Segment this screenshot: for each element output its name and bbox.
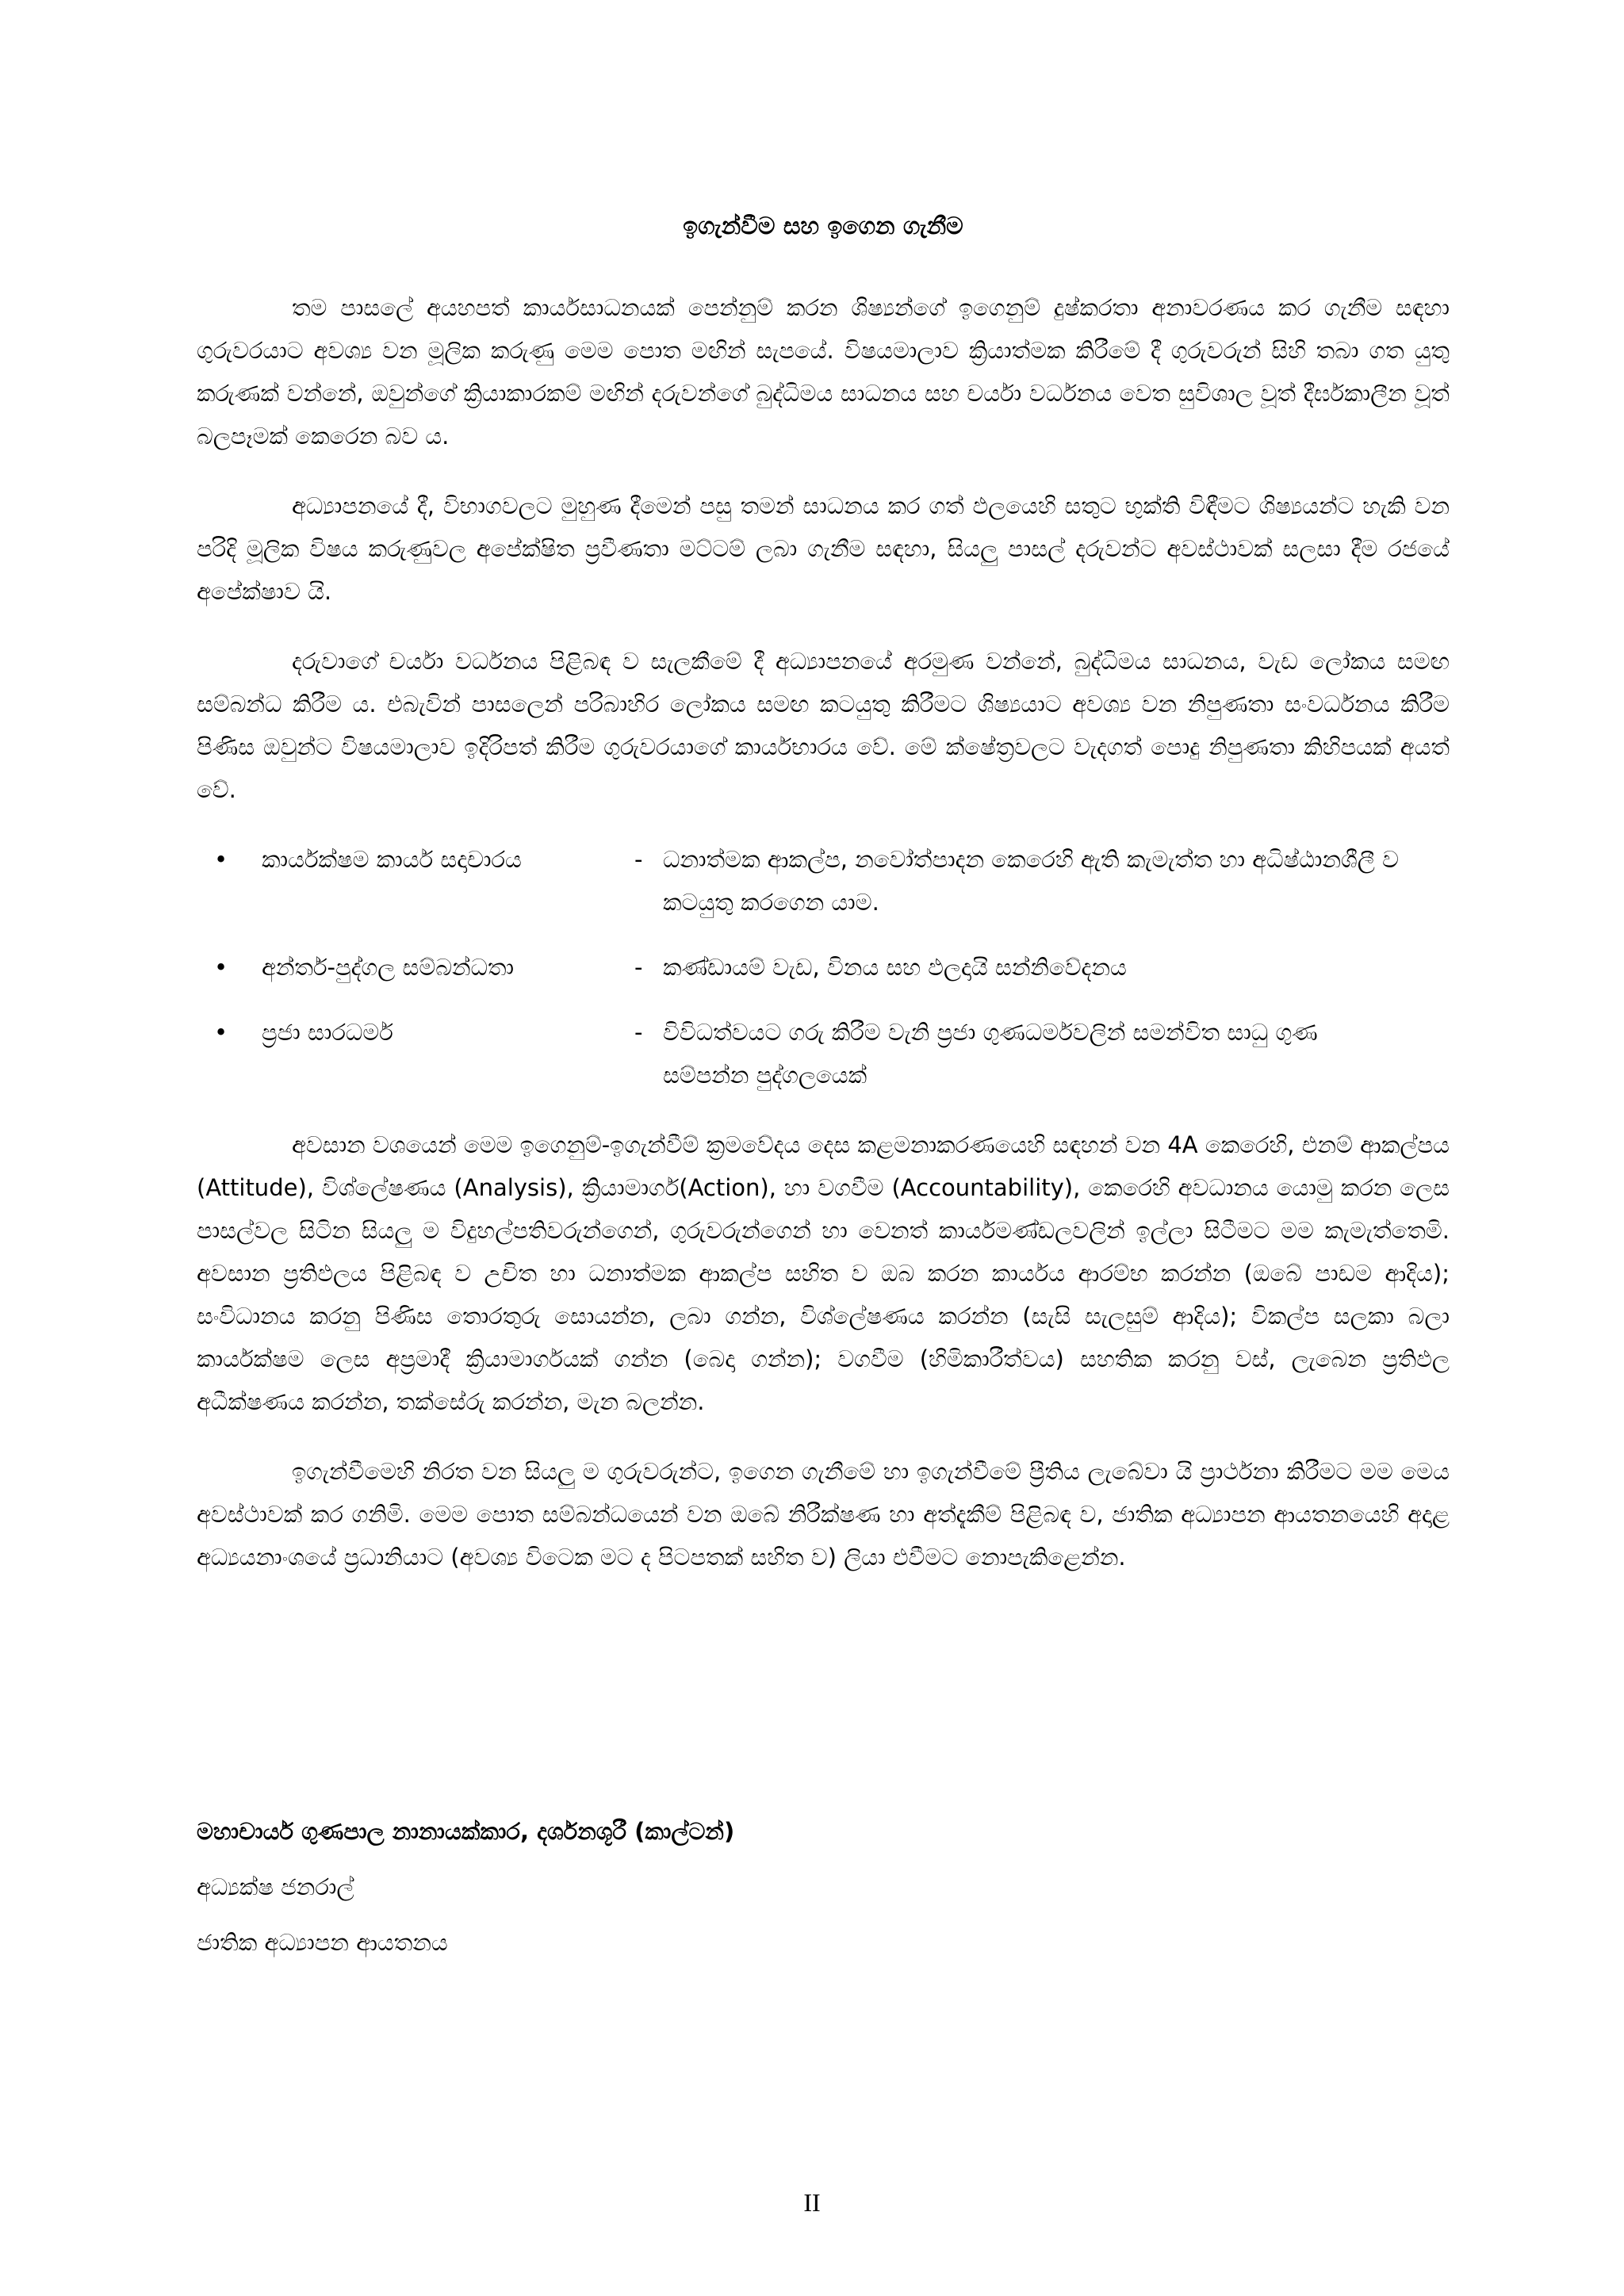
competency-list <box>197 838 1450 1096</box>
signatory-position: අධ්‍යක්ෂ ජනරාල් <box>197 1873 354 1900</box>
paragraph-1: තම පාසලේ අයහපත් කාර්යසාධනයක් පෙන්නුම් කරන ශිෂ්‍යන්ගේ ඉගෙනුම් දුෂ්කරතා අනාවරණය කර ගැනීම සඳහා ගුරුවරයාට අවශ්‍ය වන මූලික කරුණු මෙම පොත මඟින් සැපයේ. විෂයමාලාව ක්‍රියාත්මක කිරීමේ දී ගුරුවරුන් සිහි තබා ගත යුතු කරුණක් වන්නේ, ඔවුන්ගේ ක්‍රියාකාරකම් මඟින් දරුවන්ගේ බුද්ධිමය සාධනය සහ චර්යා වර්ධනය වෙත සුවිශාල වූත් දීර්ඝකාලීන වූත් බලපෑමක් කෙරෙන බව ය. <box>197 294 1450 450</box>
dash-separator: - <box>634 846 643 873</box>
list-item <box>197 946 1450 989</box>
signature-block <box>197 1816 1450 1982</box>
list-item-description: ධනාත්මක ආකල්ප, නවෝත්පාදන කෙරෙහි ඇති කැමැත්ත හා අධිෂ්ඨානශීලී ව කටයුතු කරගෙන යාම. <box>663 846 1399 916</box>
paragraph-4: අවසාන වශයෙන් මෙම ඉගෙනුම්-ඉගැන්වීම් ක්‍රමවේදය දෙස කළමනාකරණයෙහි සඳහන් වන 4A කෙරෙහි, එනම් ආකල්පය (Attitude), විශ්ලේෂණය (Analysis), ක්‍රියාමාර්ග(Action), හා වගවීම (Accountability), කෙරෙහි අවධානය යොමු කරන ලෙස පාසල්වල සිටින සියලු ම විදුහල්පතිවරුන්ගෙන්, ගුරුවරුන්ගෙන් හා වෙනත් කාර්යමණ්ඩලවලින් ඉල්ලා සිටීමට මම කැමැත්තෙමි. අවසාන ප්‍රතිඵලය පිළිබඳ ව උචිත හා ධනාත්මක ආකල්ප සහිත ව ඔබ කරන කාර්යය ආරම්භ කරන්න (ඔබේ පාඩම ආදිය); සංවිධානය කරනු පිණිස තොරතුරු සොයන්න, ලබා ගන්න, විශ්ලේෂණය කරන්න (සැසි සැලසුම් ආදිය); විකල්ප සලකා බලා කාර්යක්ෂම ලෙස අප්‍රමාදී ක්‍රියාමාර්ගයක් ගන්න (බෙදා ගන්න); වගවීම (හිමිකාරීත්වය) සහතික කරනු වස්, ලැබෙන ප්‍රතිඵල අධීක්ෂණය කරන්න, තක්සේරු කරන්න, මැන බලන්න. <box>197 1131 1450 1415</box>
bullet-icon: • <box>214 1019 228 1046</box>
list-item <box>197 1011 1450 1096</box>
page-title: ඉගැන්වීම සහ ඉගෙන ගැනීම <box>683 212 963 240</box>
list-item-term: ප්‍රජා සාරධර්ම <box>262 1019 393 1046</box>
bullet-icon: • <box>214 954 228 981</box>
paragraph-2: අධ්‍යාපනයේ දී, විභාගවලට මුහුණ දීමෙන් පසු තමන් සාධනය කර ගත් ඵලයෙහි සතුට භුක්ති විඳීමට ශිෂ්‍යයන්ට හැකි වන පරිදි මූලික විෂය කරුණුවල අපේක්ෂිත ප්‍රවීණතා මට්ටම් ලබා ගැනීම සඳහා, සියලු පාසල් දරුවන්ට අවස්ථාවක් සලසා දීම රජයේ අපේක්ෂාව යි. <box>197 492 1450 605</box>
list-item-term: අන්තර්-පුද්ගල සම්බන්ධතා <box>262 954 515 981</box>
page-number: II <box>803 2188 821 2217</box>
dash-separator: - <box>634 1019 643 1046</box>
bullet-icon: • <box>214 846 228 873</box>
list-item <box>197 838 1450 924</box>
signatory-name: මහාචාර්ය ගුණපාල නානායක්කාර, දර්ශනශූරී (කාල්ටන්) <box>197 1818 735 1845</box>
list-item-term: කාර්යක්ෂම කාර්ය සදාචාරය <box>262 846 522 873</box>
dash-separator: - <box>634 954 643 981</box>
document-body <box>197 212 1450 1605</box>
paragraph-3: දරුවාගේ චර්යා වර්ධනය පිළිබඳ ව සැලකීමේ දී අධ්‍යාපනයේ අරමුණ වන්නේ, බුද්ධිමය සාධනය, වැඩ ලෝකය සමඟ සම්බන්ධ කිරීම ය. එබැවින් පාසලෙන් පරිබාහිර ලෝකය සමඟ කටයුතු කිරීමට ශිෂ්‍යයාට අවශ්‍ය වන නිපුණතා සංවර්ධනය කිරීම පිණිස ඔවුන්ට විෂයමාලාව ඉදිරිපත් කිරීම ගුරුවරයාගේ කාර්යභාරය වේ. මේ ක්ෂේත්‍රවලට වැදගත් පොදු නිපුණතා කිහිපයක් අයත් වේ. <box>197 648 1450 803</box>
list-item-description: විවිධත්වයට ගරු කිරීම වැනි ප්‍රජා ගුණධර්මවලින් සමන්විත සාධු ගුණ සම්පන්න පුද්ගලයෙක් <box>663 1019 1318 1089</box>
signatory-institution: ජාතික අධ්‍යාපන ආයතනය <box>197 1929 448 1956</box>
paragraph-5: ඉගැන්වීමෙහි නිරත වන සියලු ම ගුරුවරුන්ට, ඉගෙන ගැනීමේ හා ඉගැන්වීමේ ප්‍රීතිය ලැබේවා යි ප්‍රාර්ථනා කිරීමට මම මෙය අවස්ථාවක් කර ගනිමි. මෙම පොත සම්බන්ධයෙන් වන ඔබේ නිරීක්ෂණ හා අත්දැකීම් පිළිබඳ ව, ජාතික අධ්‍යාපන ආයතනයෙහි අදාළ අධ්‍යයනාංශයේ ප්‍රධානියාට (අවශ්‍ය විටෙක මට ද පිටපතක් සහිත ව) ලියා එවීමට නොපැකිළෙන්න. <box>197 1458 1450 1571</box>
list-item-description: කණ්ඩායම් වැඩ, විනය සහ ඵලදායි සන්නිවේදනය <box>663 954 1127 981</box>
